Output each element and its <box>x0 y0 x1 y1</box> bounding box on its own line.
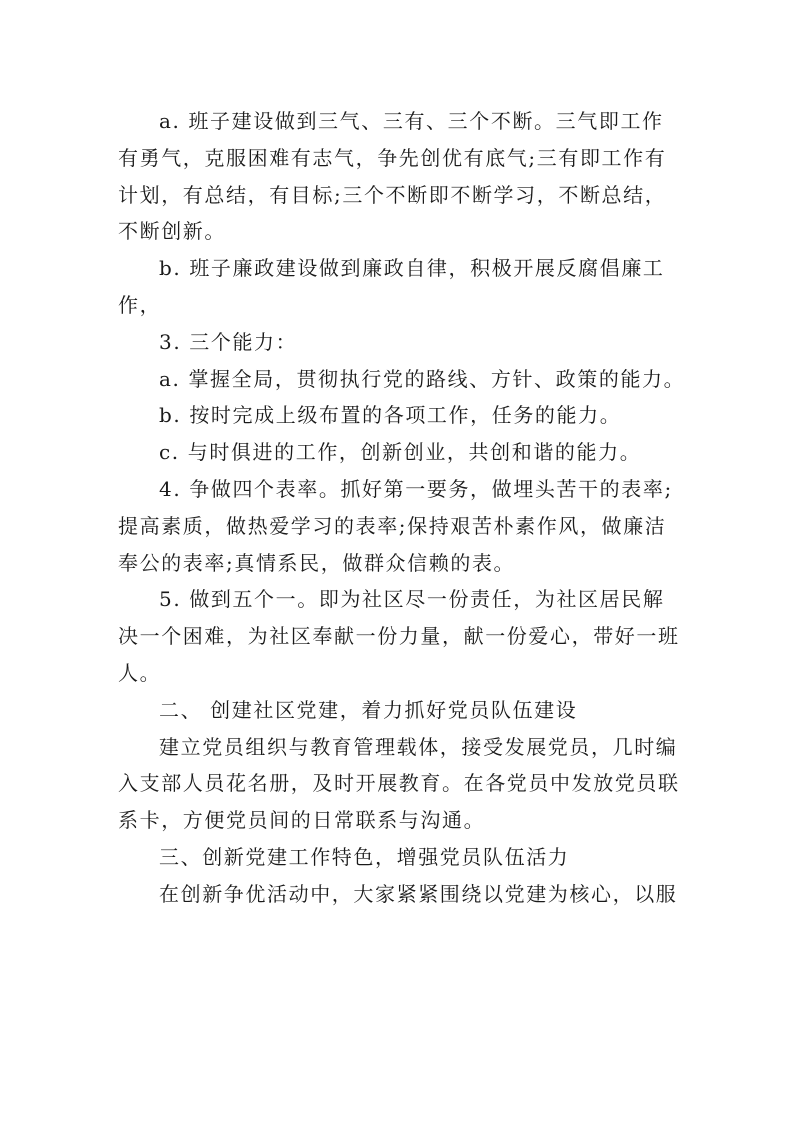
paragraph-five-ones <box>118 581 698 691</box>
text-line: a. 班子建设做到三气、三有、三个不断。三气即工作 <box>159 109 664 133</box>
paragraph-team-building <box>118 103 698 250</box>
paragraph-section-three-body <box>118 876 698 913</box>
paragraph-three-abilities <box>118 324 698 361</box>
text-line: a. 掌握全局，贯彻执行党的路线、方针、政策的能力。 <box>159 366 686 391</box>
text-line: 4. 争做四个表率。抓好第一要务，做埋头苦干的表率; <box>159 476 673 501</box>
section-heading-three <box>118 839 698 876</box>
text-line: 有勇气，克服困难有志气，争先创优有底气;三有即工作有 <box>118 145 667 170</box>
text-line: 在创新争优活动中，大家紧紧围绕以党建为核心，以服 <box>159 881 678 906</box>
text-line: 3. 三个能力： <box>159 329 298 354</box>
text-line: 建立党员组织与教育管理载体，接受发展党员，几时编 <box>159 734 678 759</box>
text-line: 提高素质，做热爱学习的表率;保持艰苦朴素作风，做廉洁 <box>118 513 667 538</box>
paragraph-section-two-body <box>118 729 698 839</box>
text-line: 不断创新。 <box>118 219 226 244</box>
text-line: 人。 <box>118 660 162 685</box>
text-line: 作， <box>118 292 162 317</box>
text-line: 入支部人员花名册，及时开展教育。在各党员中发放党员联 <box>118 771 680 796</box>
heading-line: 三、创新党建工作特色，增强党员队伍活力 <box>159 844 570 869</box>
paragraph-integrity <box>118 250 698 324</box>
document-body <box>118 103 698 913</box>
text-line: 5. 做到五个一。即为社区尽一份责任，为社区居民解 <box>159 587 665 612</box>
text-line: 系卡，方便党员间的日常联系与沟通。 <box>118 808 486 833</box>
text-line: b. 按时完成上级布置的各项工作，任务的能力。 <box>159 403 622 428</box>
section-heading-two <box>118 692 698 729</box>
text-line: b. 班子廉政建设做到廉政自律，积极开展反腐倡廉工 <box>159 256 665 281</box>
text-line: 奉公的表率;真情系民，做群众信赖的表。 <box>118 550 516 575</box>
text-line: 决一个困难，为社区奉献一份力量，献一份爱心，带好一班 <box>118 624 680 649</box>
text-line: c. 与时俱进的工作，创新创业，共创和谐的能力。 <box>159 440 642 465</box>
heading-line: 二、 创建社区党建，着力抓好党员队伍建设 <box>159 697 578 722</box>
text-line: 计划，有总结，有目标;三个不断即不断学习，不断总结， <box>118 182 667 207</box>
paragraph-ability-c <box>118 434 698 471</box>
paragraph-four-examples <box>118 471 698 581</box>
paragraph-ability-b <box>118 397 698 434</box>
paragraph-ability-a <box>118 361 698 398</box>
